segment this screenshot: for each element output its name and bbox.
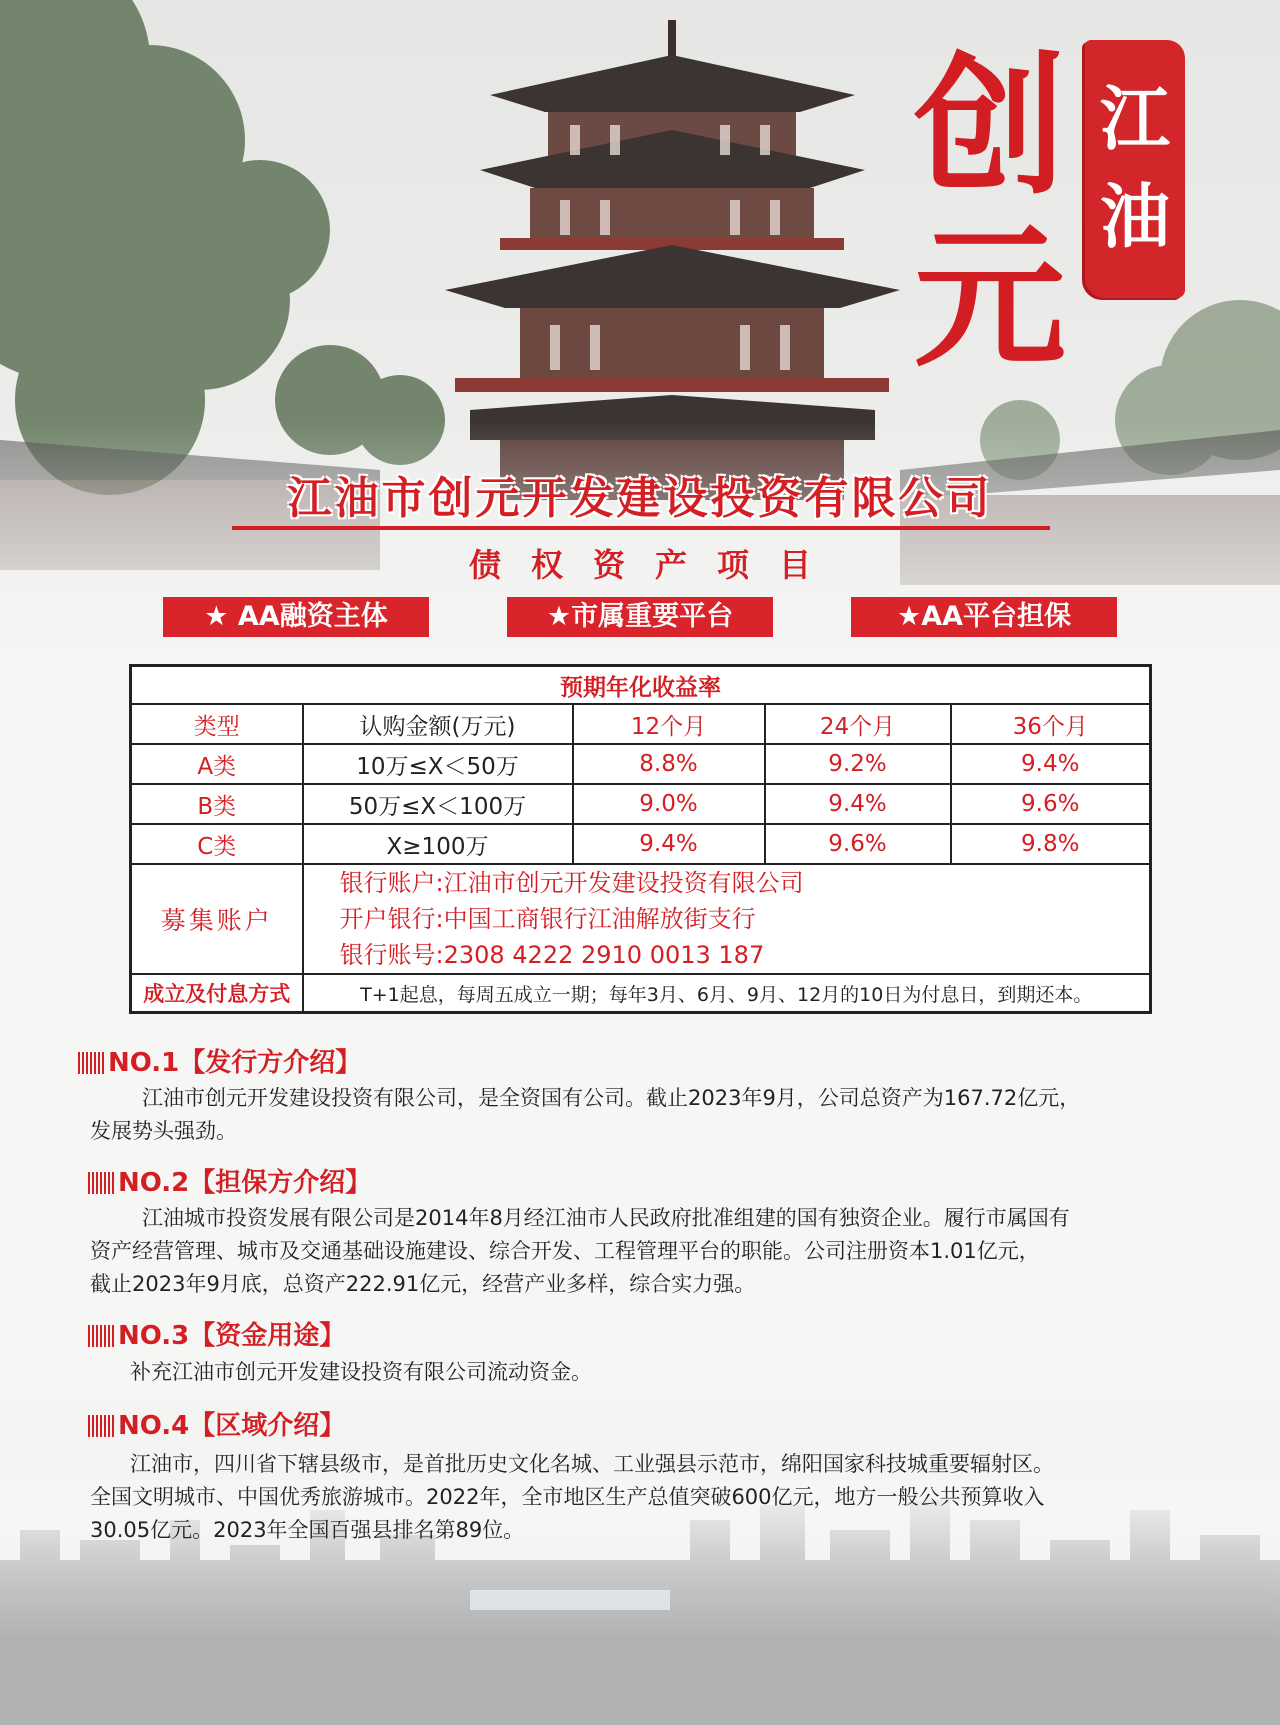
col-type: 类型 — [131, 704, 303, 744]
col-24m: 24个月 — [765, 704, 951, 744]
logo-chuangyuan: 创元 — [914, 36, 1066, 387]
account-label: 募集账户 — [131, 864, 303, 974]
payment-row — [131, 974, 1151, 1013]
row-rate-12m: 8.8% — [573, 744, 765, 784]
stripe-icon — [88, 1325, 114, 1347]
project-subtitle: 债权资产项目 — [468, 546, 841, 584]
badge-aa-financing: ★ AA融资主体 — [163, 597, 429, 637]
section-heading-issuer: NO.1【发行方介绍】 — [78, 1042, 361, 1079]
row-rate-12m: 9.0% — [573, 784, 765, 824]
yield-table — [129, 664, 1152, 1014]
row-rate-24m: 9.2% — [765, 744, 951, 784]
badge-city-platform: ★市属重要平台 — [507, 597, 773, 637]
row-amount: 50万≤X＜100万 — [303, 784, 573, 824]
col-12m: 12个月 — [573, 704, 765, 744]
col-36m: 36个月 — [951, 704, 1151, 744]
row-rate-36m: 9.4% — [951, 744, 1151, 784]
section-body-issuer: 江油市创元开发建设投资有限公司，是全资国有公司。截止2023年9月，公司总资产为167.72亿元， 发展势头强劲。 — [90, 1086, 1081, 1143]
stripe-icon — [88, 1415, 114, 1437]
section-heading-region: NO.4【区域介绍】 — [88, 1405, 345, 1442]
section-body-fund-use: 补充江油市创元开发建设投资有限公司流动资金。 — [130, 1360, 592, 1384]
row-amount: 10万≤X＜50万 — [303, 744, 573, 784]
row-rate-24m: 9.6% — [765, 824, 951, 864]
account-name: 银行账户:江油市创元开发建设投资有限公司 — [339, 869, 804, 897]
row-rate-24m: 9.4% — [765, 784, 951, 824]
title-underline — [232, 526, 1050, 530]
company-title: 江油市创元开发建设投资有限公司 — [287, 473, 993, 524]
row-type: C类 — [131, 824, 303, 864]
account-details — [303, 864, 1151, 974]
row-amount: X≥100万 — [303, 824, 573, 864]
section-body-region: 江油市，四川省下辖县级市，是首批历史文化名城、工业强县示范市，绵阳国家科技城重要辐射区。 全国文明城市、中国优秀旅游城市。2022年，全市地区生产总值突破600亿元，地方一般公共预算收入 30.05亿元。2023年全国百强县排名第89位。 — [90, 1452, 1054, 1542]
table-header-row — [131, 704, 1151, 744]
badge-aa-guarantee: ★AA平台担保 — [851, 597, 1117, 637]
section-heading-guarantor: NO.2【担保方介绍】 — [88, 1162, 371, 1199]
account-bank: 开户银行:中国工商银行江油解放街支行 — [339, 905, 756, 933]
row-type: B类 — [131, 784, 303, 824]
account-number: 银行账号:2308 4222 2910 0013 187 — [339, 941, 765, 969]
row-rate-36m: 9.8% — [951, 824, 1151, 864]
stripe-icon — [78, 1052, 104, 1074]
table-title: 预期年化收益率 — [131, 666, 1151, 705]
row-type: A类 — [131, 744, 303, 784]
section-body-guarantor: 江油城市投资发展有限公司是2014年8月经江油市人民政府批准组建的国有独资企业。履行市属国有 资产经营管理、城市及交通基础设施建设、综合开发、工程管理平台的职能。公司注册资本1.01亿元， 截止2023年9月底，总资产222.91亿元，经营产业多样，综合实力强。 — [90, 1206, 1070, 1296]
account-row — [131, 864, 1151, 974]
payment-text: T+1起息，每周五成立一期；每年3月、6月、9月、12月的10日为付息日，到期还本。 — [303, 974, 1151, 1013]
table-row — [131, 824, 1151, 864]
stripe-icon — [88, 1172, 114, 1194]
logo-seal-jiangyou: 江油 — [1085, 40, 1185, 298]
payment-label: 成立及付息方式 — [131, 974, 303, 1013]
col-amount: 认购金额(万元) — [303, 704, 573, 744]
section-heading-fund-use: NO.3【资金用途】 — [88, 1315, 345, 1352]
table-row — [131, 784, 1151, 824]
table-row — [131, 744, 1151, 784]
row-rate-36m: 9.6% — [951, 784, 1151, 824]
row-rate-12m: 9.4% — [573, 824, 765, 864]
